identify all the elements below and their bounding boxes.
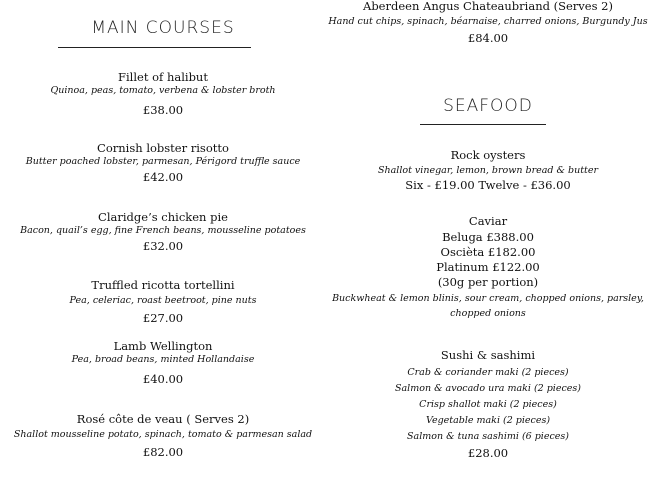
menu-item-price: Six - £19.00 Twelve - £36.00 — [405, 178, 571, 192]
menu-item-name: Cornish lobster risotto — [97, 141, 229, 155]
menu-item-price: £82.00 — [142, 445, 184, 459]
seafood-heading: SEAFOOD — [443, 96, 533, 116]
menu-item-description: Butter poached lobster, parmesan, Périgord truffle sauce — [25, 156, 301, 167]
menu-item-description: Shallot vinegar, lemon, brown bread & butter — [378, 165, 598, 176]
menu-item-lamb-wellington — [0, 339, 326, 387]
menu-item-chicken-pie — [0, 210, 326, 254]
menu-item-name: Rock oysters — [450, 148, 526, 162]
menu-item-description: Quinoa, peas, tomato, verbena & lobster broth — [50, 85, 276, 96]
menu-item-description: Hand cut chips, spinach, béarnaise, charred onions, Burgundy Jus — [328, 16, 648, 27]
menu-item-cote-de-veau — [0, 412, 326, 460]
menu-item-price: £27.00 — [142, 311, 184, 325]
main-courses-heading: MAIN COURSES — [91, 18, 235, 38]
sushi-piece: Crab & coriander maki (2 pieces) — [407, 367, 569, 378]
menu-item-price: £32.00 — [142, 239, 184, 253]
menu-item-lobster-risotto — [0, 141, 326, 185]
sushi-piece: Salmon & tuna sashimi (6 pieces) — [407, 431, 569, 442]
menu-item-name: Lamb Wellington — [113, 339, 213, 353]
menu-item-sushi — [326, 348, 650, 461]
menu-item-rock-oysters — [326, 148, 650, 193]
menu-item-name: Aberdeen Angus Chateaubriand (Serves 2) — [363, 0, 613, 13]
sushi-piece: Vegetable maki (2 pieces) — [425, 415, 551, 426]
menu-item-price: £42.00 — [142, 170, 184, 184]
menu-item-price: £38.00 — [142, 103, 184, 117]
menu-item-name: Truffled ricotta tortellini — [91, 278, 235, 292]
menu-item-description: Pea, celeriac, roast beetroot, pine nuts — [69, 295, 257, 306]
caviar-option: Beluga £388.00 — [442, 230, 534, 244]
menu-item-halibut — [0, 70, 326, 118]
sushi-piece: Salmon & avocado ura maki (2 pieces) — [395, 383, 581, 394]
menu-item-description: Shallot mousseline potato, spinach, tomato & parmesan salad — [13, 429, 313, 440]
menu-item-description: chopped onions — [450, 308, 526, 319]
menu-item-name: Rosé côte de veau ( Serves 2) — [76, 412, 250, 426]
sushi-piece: Crisp shallot maki (2 pieces) — [419, 399, 557, 410]
menu-item-name: Claridge’s chicken pie — [98, 210, 228, 224]
menu-item-name: Sushi & sashimi — [440, 348, 536, 362]
menu-item-description: Pea, broad beans, minted Hollandaise — [71, 354, 255, 365]
menu-item-caviar — [326, 214, 650, 321]
menu-item-price: £84.00 — [467, 31, 509, 45]
menu-item-price: £28.00 — [467, 446, 509, 460]
caviar-option: Platinum £122.00 — [436, 260, 540, 274]
menu-item-description: Bacon, quail’s egg, fine French beans, mousseline potatoes — [20, 225, 306, 236]
menu-item-description: Buckwheat & lemon blinis, sour cream, chopped onions, parsley, — [332, 293, 644, 304]
menu-item-price: £40.00 — [142, 372, 184, 386]
seafood-divider — [420, 124, 546, 125]
menu-item-tortellini — [0, 278, 326, 326]
menu-item-name: Fillet of halibut — [118, 70, 208, 84]
menu-item-chateaubriand — [326, 0, 650, 46]
main-courses-divider — [58, 47, 251, 48]
menu-item-name: Caviar — [468, 214, 508, 228]
caviar-portion-note: (30g per portion) — [437, 275, 539, 289]
caviar-option: Oscièta £182.00 — [440, 245, 536, 259]
